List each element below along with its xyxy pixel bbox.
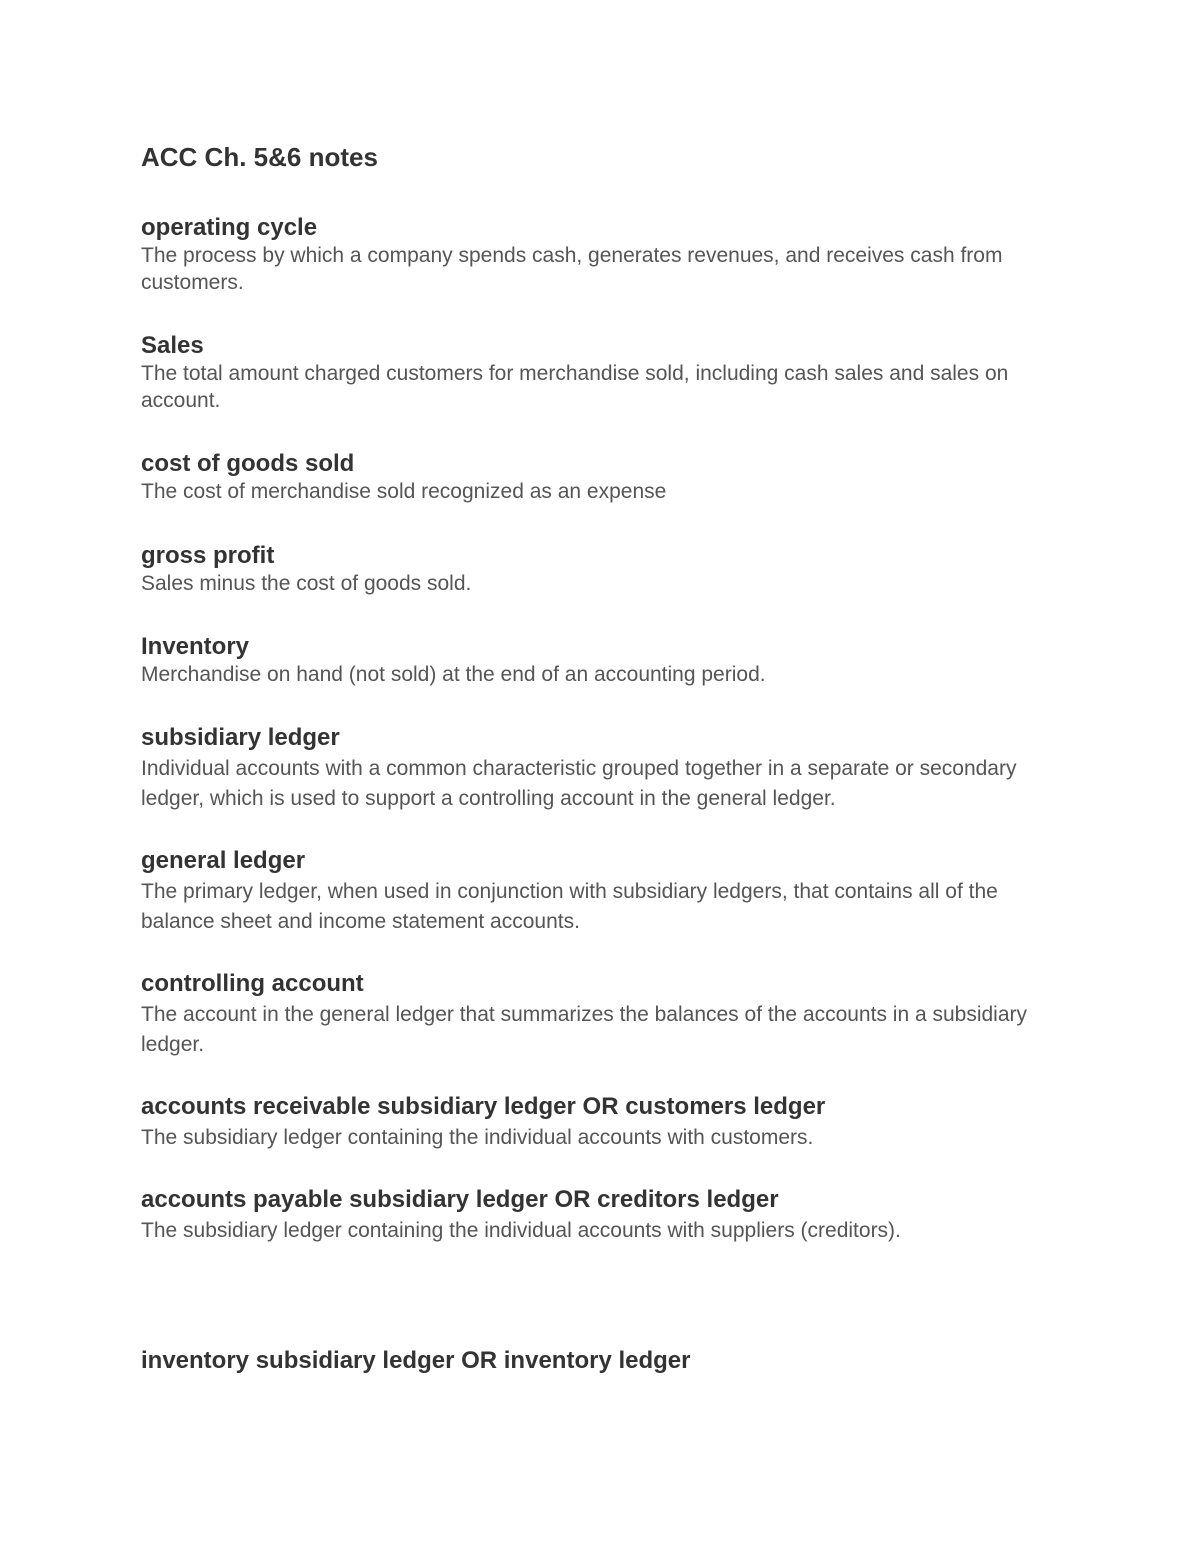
glossary-definition: Sales minus the cost of goods sold. xyxy=(141,572,472,595)
glossary-entry xyxy=(141,970,1051,1060)
glossary-term: cost of goods sold xyxy=(141,450,355,477)
glossary-definition: The subsidiary ledger containing the individual accounts with customers. xyxy=(141,1126,814,1149)
glossary-entry xyxy=(141,847,1051,937)
glossary-term: controlling account xyxy=(141,970,364,997)
glossary-entry xyxy=(141,214,1051,296)
glossary-definition: Individual accounts with a common characteristic grouped together in a separate or secondary ledger, which is used to support a controlling account in the general ledger. xyxy=(141,757,1017,810)
glossary-term: inventory subsidiary ledger OR inventory ledger xyxy=(141,1347,691,1374)
glossary-term: subsidiary ledger xyxy=(141,724,340,751)
glossary-term: accounts payable subsidiary ledger OR creditors ledger xyxy=(141,1186,779,1213)
page-title: ACC Ch. 5&6 notes xyxy=(141,142,378,172)
glossary-definition: The total amount charged customers for merchandise sold, including cash sales and sales on account. xyxy=(141,362,1009,412)
glossary-definition: The account in the general ledger that summarizes the balances of the accounts in a subsidiary ledger. xyxy=(141,1003,1028,1056)
glossary-entry xyxy=(141,1347,1051,1375)
glossary-definition: The cost of merchandise sold recognized as an expense xyxy=(141,480,667,503)
glossary-term: operating cycle xyxy=(141,214,318,241)
glossary-term: Inventory xyxy=(141,633,250,660)
glossary-entry xyxy=(141,1093,1051,1153)
glossary-definition: The primary ledger, when used in conjunction with subsidiary ledgers, that contains all of the balance sheet and income statement accounts. xyxy=(141,880,998,933)
glossary-entry xyxy=(141,724,1051,814)
glossary-entry xyxy=(141,450,1051,505)
glossary-term: gross profit xyxy=(141,542,275,569)
glossary-term: Sales xyxy=(141,332,204,359)
glossary-definition: The process by which a company spends cash, generates revenues, and receives cash from customers. xyxy=(141,244,1003,294)
glossary-entry xyxy=(141,1186,1051,1246)
glossary-entry xyxy=(141,633,1051,688)
glossary-definition: The subsidiary ledger containing the individual accounts with suppliers (creditors). xyxy=(141,1219,901,1242)
glossary-term: accounts receivable subsidiary ledger OR customers ledger xyxy=(141,1093,826,1120)
glossary-entry xyxy=(141,542,1051,597)
glossary-term: general ledger xyxy=(141,847,306,874)
glossary-entry xyxy=(141,332,1051,414)
glossary-definition: Merchandise on hand (not sold) at the end of an accounting period. xyxy=(141,663,766,686)
